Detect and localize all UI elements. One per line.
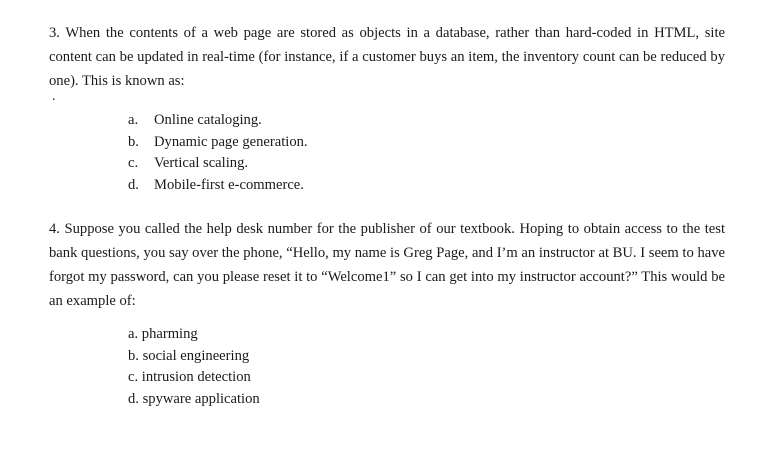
list-item: b. social engineering	[128, 347, 250, 364]
question-4-options	[128, 324, 260, 410]
option-text: Online cataloging.	[154, 112, 262, 128]
option-letter: d.	[128, 176, 139, 193]
list-item	[128, 153, 308, 175]
question-4-text: 4. Suppose you called the help desk number for the publisher of our textbook. Hoping to obtain access to the test bank questions, you say over the phone, “Hello, my name is Greg Page, and I’m an instructor at BU. I seem to have forgot my password, can you please reset it to “Welcome1” so I can get into my instructor account?” This would be an example of:	[49, 221, 725, 309]
question-3-options	[128, 110, 308, 196]
option-text: Dynamic page generation.	[154, 133, 308, 150]
list-item	[128, 110, 308, 132]
list-item	[128, 132, 308, 154]
option-text: Mobile-first e-commerce.	[154, 176, 304, 193]
question-3-text: 3. When the contents of a web page are stored as objects in a database, rather than hard-coded in HTML, site content can be updated in real-time (for instance, if a customer buys an item, the inventory count can be reduced by one). This is known as:	[49, 25, 725, 89]
list-item: d. spyware application	[128, 390, 260, 407]
option-letter: b.	[128, 133, 139, 150]
list-item	[128, 175, 308, 197]
option-letter: c.	[128, 155, 139, 172]
stray-period: .	[52, 89, 56, 104]
option-text: Vertical scaling.	[154, 155, 249, 172]
option-letter: a.	[128, 112, 139, 128]
list-item: a. pharming	[128, 326, 198, 342]
list-item: c. intrusion detection	[128, 369, 251, 386]
